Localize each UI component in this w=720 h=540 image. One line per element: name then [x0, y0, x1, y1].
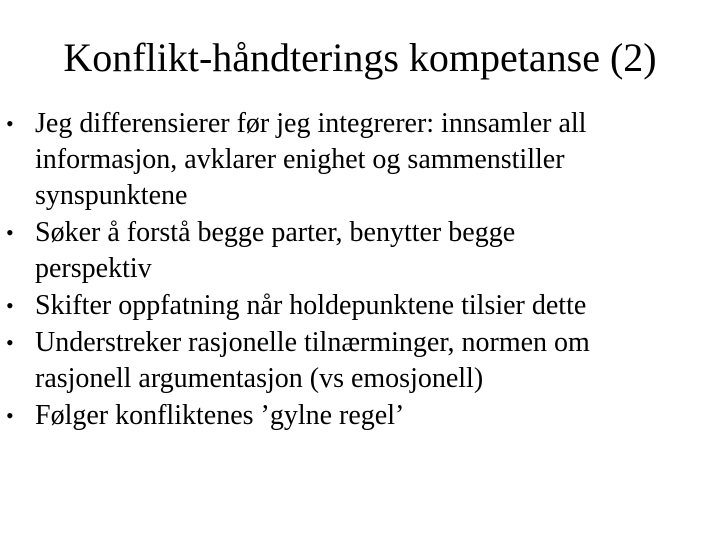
- slide-title: Konflikt-håndterings kompetanse (2): [63, 35, 657, 80]
- bullet-item-golden-rule: [0, 398, 720, 434]
- bullet-icon: •: [6, 111, 14, 136]
- bullet-line: synspunktene: [35, 180, 188, 211]
- bullet-line: Understreker rasjonelle tilnærminger, normen om: [35, 327, 590, 358]
- bullet-line: Følger konfliktenes ’gylne regel’: [35, 400, 405, 431]
- bullet-item-understand-both: [0, 215, 720, 287]
- bullet-line: Jeg differensierer før jeg integrerer: innsamler all: [35, 108, 587, 139]
- bullet-line: Søker å forstå begge parter, benytter begge: [35, 217, 516, 248]
- bullet-line: perspektiv: [35, 253, 152, 284]
- bullet-list: [0, 106, 720, 435]
- bullet-item-differentiate: [0, 106, 720, 214]
- bullet-item-rational: [0, 325, 720, 397]
- bullet-line: rasjonell argumentasjon (vs emosjonell): [35, 363, 484, 394]
- bullet-item-change-opinion: [0, 288, 720, 324]
- bullet-line: Skifter oppfatning når holdepunktene tilsier dette: [35, 290, 587, 321]
- bullet-icon: •: [6, 330, 14, 355]
- bullet-line: informasjon, avklarer enighet og sammenstiller: [35, 144, 565, 175]
- bullet-icon: •: [6, 403, 14, 428]
- bullet-icon: •: [6, 220, 14, 245]
- bullet-icon: •: [6, 293, 14, 318]
